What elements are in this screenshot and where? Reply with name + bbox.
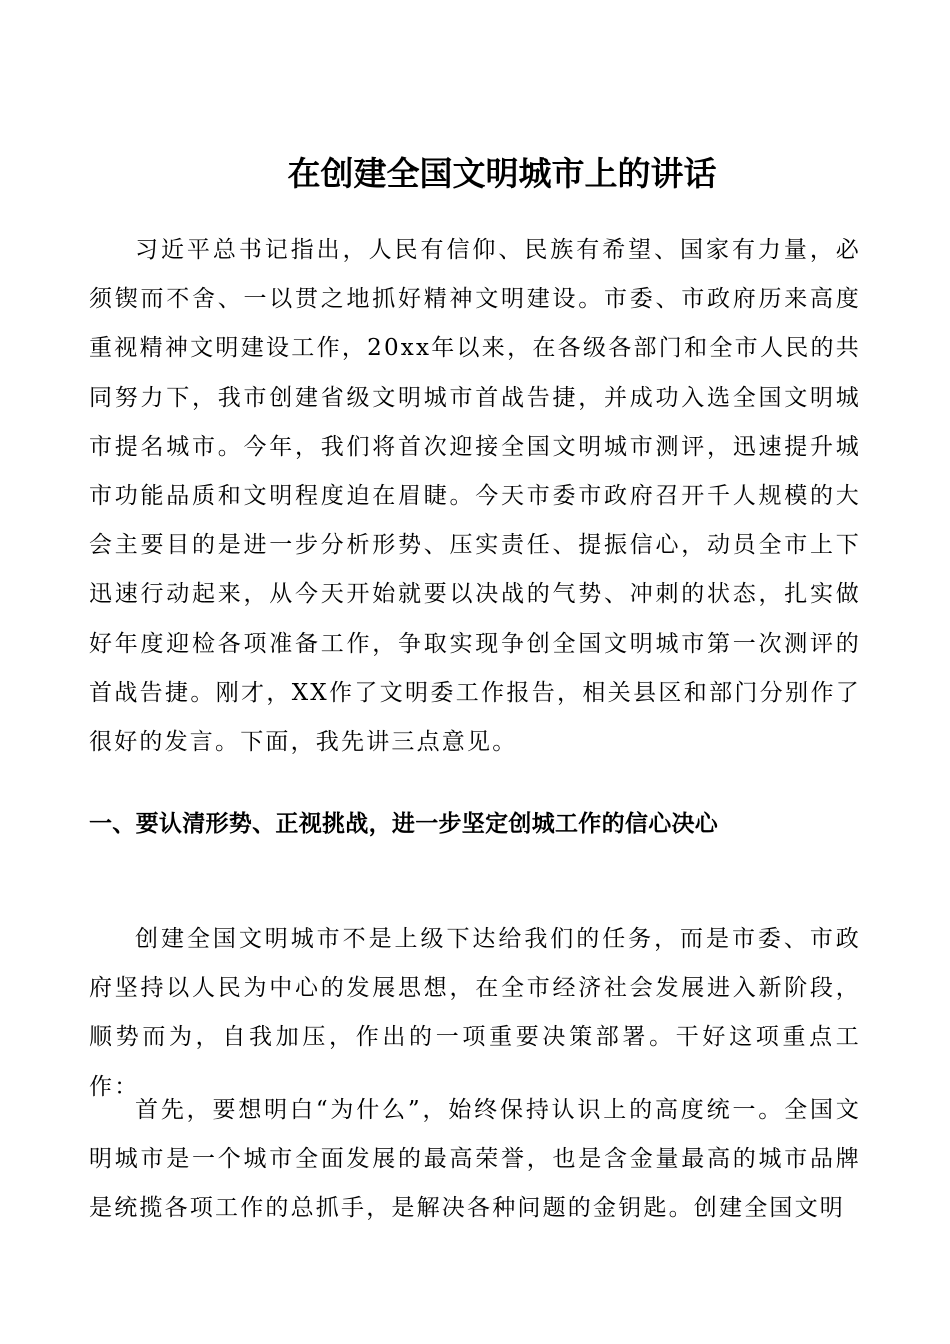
body-paragraph: 首先，要想明白“为什么”，始终保持认识上的高度统一。全国文明城市是一个城市全面发展的最高荣誉，也是含金量最高的城市品牌是统揽各项工作的总抓手，是解决各种问题的金钥匙。创建全国文明 [89,1097,861,1222]
section-heading: 一、要认清形势、正视挑战，进一步坚定创城工作的信心决心 [89,811,719,837]
intro-paragraph: 习近平总书记指出，人民有信仰、民族有希望、国家有力量，必须锲而不舍、一以贯之地抓好精神文明建设。市委、市政府历来高度重视精神文明建设工作，20xx年以来，在各级各部门和全市人民的共同努力下，我市创建省级文明城市首战告捷，并成功入选全国文明城市提名城市。今年，我们将首次迎接全国文明城市测评，迅速提升城市功能品质和文明程度迫在眉睫。今天市委市政府召开千人规模的大会主要目的是进一步分析形势、压实责任、提振信心，动员全市上下迅速行动起来，从今天开始就要以决战的气势、冲刺的状态，扎实做好年度迎检各项准备工作，争取实现争创全国文明城市第一次测评的首战告捷。刚才，XX作了文明委工作报告，相关县区和部门分别作了很好的发言。下面，我先讲三点意见。 [89,237,861,756]
document-title: 在创建全国文明城市上的讲话 [287,154,717,193]
body-paragraph: 创建全国文明城市不是上级下达给我们的任务，而是市委、市政府坚持以人民为中心的发展思想，在全市经济社会发展进入新阶段，顺势而为，自我加压，作出的一项重要决策部署。干好这项重点工作： [89,926,861,1100]
